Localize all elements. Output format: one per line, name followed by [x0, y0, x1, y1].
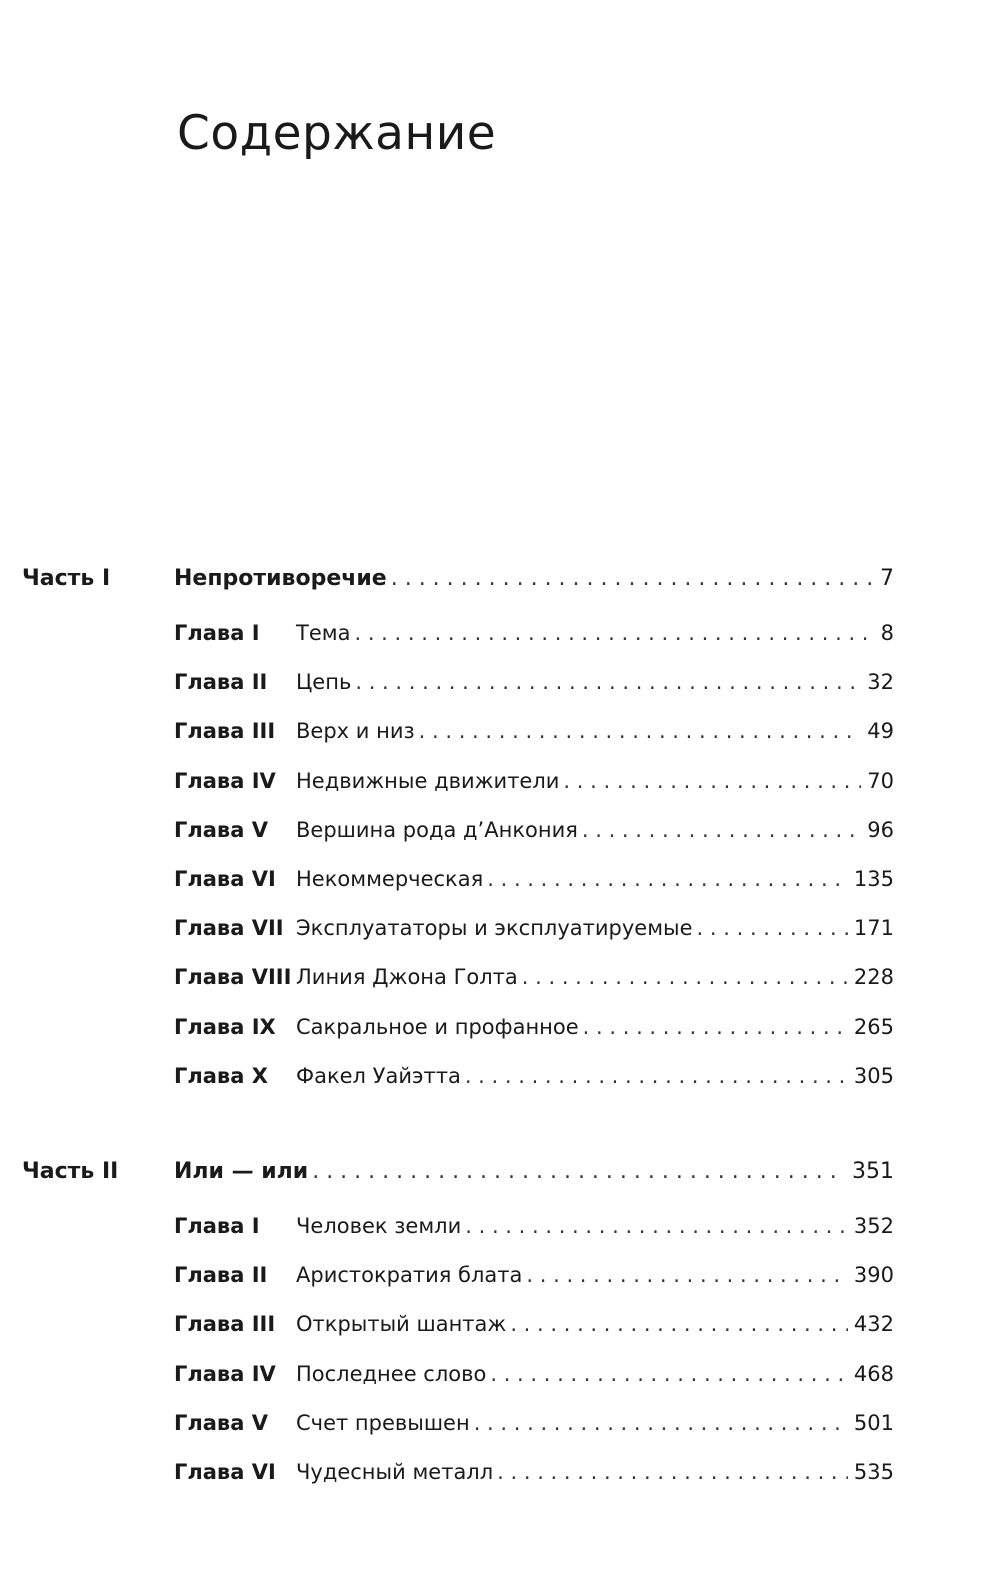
- chapter-label: Глава II: [174, 1263, 268, 1288]
- part-heading-row[interactable]: [0, 560, 1000, 598]
- toc-chapter-row[interactable]: [0, 707, 1000, 756]
- chapter-title: Факел Уайэтта: [296, 1063, 461, 1088]
- chapter-label: Глава VIII: [174, 965, 292, 990]
- chapter-label: Глава II: [174, 670, 268, 695]
- dot-leader: [582, 806, 861, 855]
- page-number: 351: [852, 1159, 894, 1184]
- chapter-label: Глава V: [174, 1410, 268, 1435]
- part-label: Часть II: [22, 1159, 119, 1184]
- page-number: 535: [853, 1459, 894, 1484]
- page-number: 96: [867, 817, 894, 842]
- chapter-title: Счет превышен: [296, 1410, 470, 1435]
- chapter-label: Глава IX: [174, 1014, 276, 1039]
- toc-chapter-row[interactable]: [0, 1300, 1000, 1349]
- chapter-title: Открытый шантаж: [296, 1312, 507, 1337]
- part-heading-row[interactable]: [0, 1153, 1000, 1191]
- chapter-label: Глава IV: [174, 768, 276, 793]
- chapter-title: Сакральное и профанное: [296, 1014, 579, 1039]
- chapter-label: Глава III: [174, 1312, 276, 1337]
- chapter-label: Глава VI: [174, 866, 276, 891]
- dot-leader: [563, 757, 861, 806]
- dot-leader: [465, 1052, 848, 1101]
- chapter-title: Вершина рода д’Анкония: [296, 817, 578, 842]
- toc-chapter-row[interactable]: [0, 1448, 1000, 1497]
- chapter-label: Глава I: [174, 1214, 260, 1238]
- chapter-title: Цепь: [296, 670, 352, 695]
- page-number: 432: [853, 1312, 894, 1337]
- toc-chapter-row[interactable]: [0, 757, 1000, 806]
- chapter-label: Глава V: [174, 817, 268, 842]
- chapter-label: Глава X: [174, 1063, 268, 1088]
- dot-leader: [312, 1153, 846, 1191]
- toc-chapter-row[interactable]: [0, 855, 1000, 904]
- dot-leader: [474, 1399, 848, 1448]
- page-number: 7: [880, 566, 894, 591]
- chapter-title: Эксплуататоры и эксплуатируемые: [296, 916, 693, 941]
- chapter-label: Глава III: [174, 719, 276, 744]
- dot-leader: [697, 904, 848, 953]
- chapter-title: Тема: [296, 621, 351, 645]
- toc-part-2: [0, 1153, 1000, 1497]
- page-number: 171: [853, 916, 894, 941]
- page-number: 468: [853, 1361, 894, 1386]
- part-label: Часть I: [22, 566, 111, 591]
- dot-leader: [355, 658, 861, 707]
- dot-leader: [522, 953, 848, 1002]
- page-number: 135: [853, 866, 894, 891]
- toc-chapter-row[interactable]: [0, 806, 1000, 855]
- dot-leader: [419, 707, 862, 756]
- chapter-title: Чудесный металл: [296, 1459, 494, 1484]
- dot-leader: [510, 1300, 848, 1349]
- toc-chapter-row[interactable]: [0, 1052, 1000, 1101]
- page-number: 49: [867, 719, 894, 744]
- page-number: 32: [867, 670, 894, 695]
- part-title: Или — или: [174, 1159, 309, 1184]
- toc-chapter-row[interactable]: [0, 904, 1000, 953]
- toc-chapter-row[interactable]: [0, 1399, 1000, 1448]
- page-number: 70: [867, 768, 894, 793]
- chapter-title: Человек земли: [296, 1214, 462, 1238]
- chapter-title: Аристократия блата: [296, 1263, 523, 1288]
- dot-leader: [490, 1350, 848, 1399]
- toc-chapter-row[interactable]: [0, 1350, 1000, 1399]
- chapter-title: Недвижные движители: [296, 768, 560, 793]
- chapter-label: Глава IV: [174, 1361, 276, 1386]
- chapter-title: Последнее слово: [296, 1361, 487, 1386]
- toc-chapter-row[interactable]: [0, 1202, 1000, 1251]
- chapter-title: Линия Джона Голта: [296, 965, 518, 990]
- chapter-label: Глава I: [174, 621, 260, 645]
- part-title: Непротиворечие: [174, 566, 387, 591]
- toc-chapter-row[interactable]: [0, 1003, 1000, 1052]
- dot-leader: [526, 1251, 848, 1300]
- page-number: 305: [853, 1063, 894, 1088]
- chapter-label: Глава VII: [174, 916, 284, 941]
- dot-leader: [354, 609, 874, 658]
- toc-chapter-row[interactable]: [0, 953, 1000, 1002]
- dot-leader: [465, 1202, 848, 1251]
- toc-part-1: [0, 560, 1000, 1101]
- page-number: 501: [853, 1410, 894, 1435]
- page-number: 265: [853, 1014, 894, 1039]
- dot-leader: [487, 855, 848, 904]
- chapter-title: Некоммерческая: [296, 866, 484, 891]
- page-number: 8: [880, 621, 894, 645]
- page-number: 228: [853, 965, 894, 990]
- toc-chapter-row[interactable]: [0, 658, 1000, 707]
- dot-leader: [391, 560, 874, 598]
- toc-chapter-row[interactable]: [0, 609, 1000, 658]
- page-title: Содержание: [177, 106, 497, 161]
- page-number: 390: [853, 1263, 894, 1288]
- toc-chapter-row[interactable]: [0, 1251, 1000, 1300]
- chapter-label: Глава VI: [174, 1459, 276, 1484]
- dot-leader: [583, 1003, 848, 1052]
- dot-leader: [497, 1448, 848, 1497]
- page-number: 352: [853, 1214, 894, 1238]
- chapter-title: Верх и низ: [296, 719, 415, 744]
